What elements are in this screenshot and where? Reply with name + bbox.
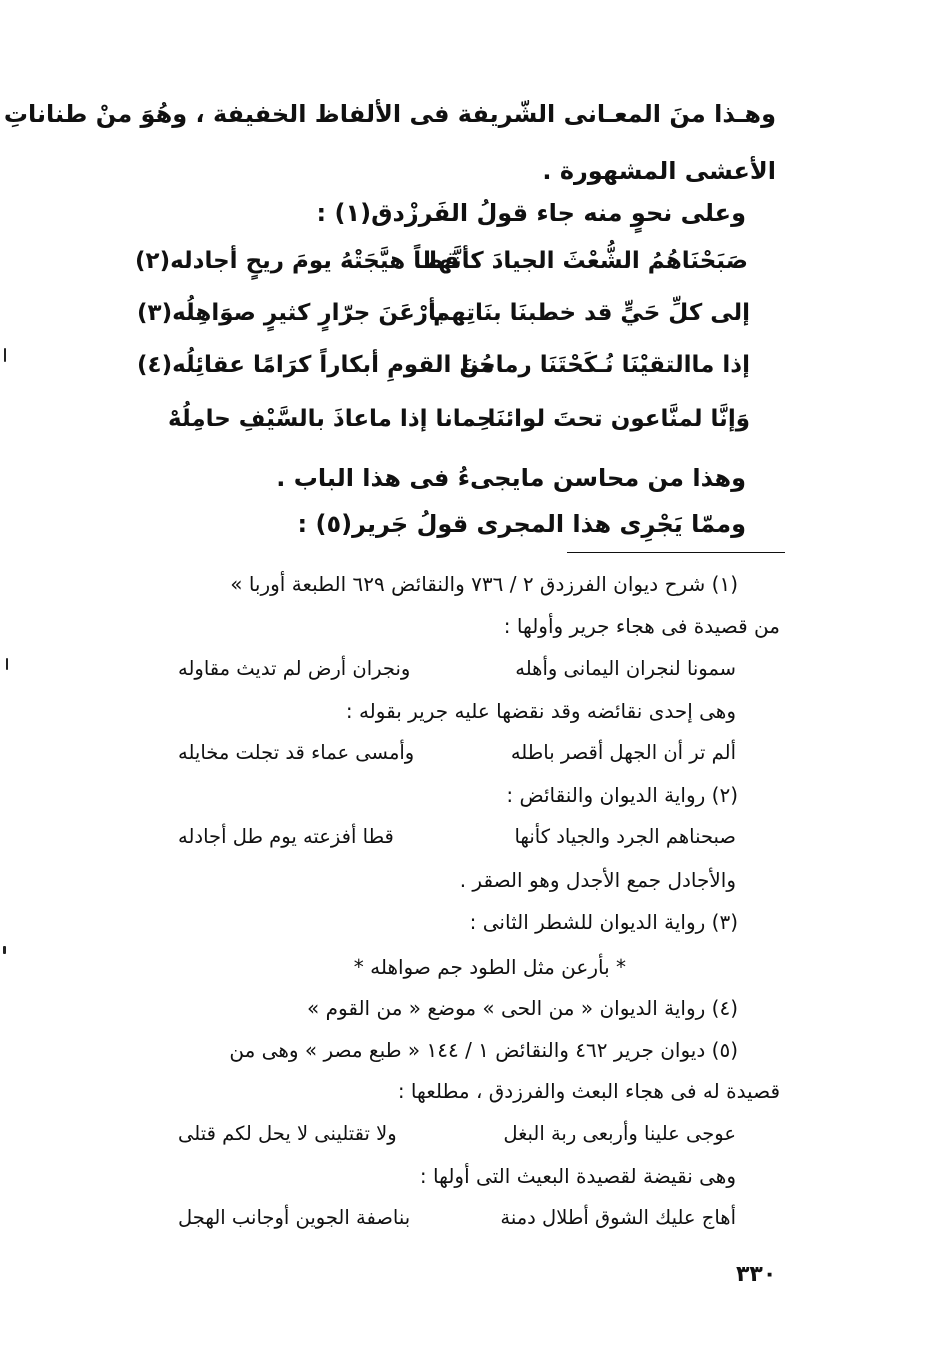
verse-hemistich-right: عوجى علينا وأربعى ربة البغل	[503, 1122, 736, 1145]
verse-hemistich-right: سمونا لنجران اليمانى وأهله	[515, 657, 736, 680]
footnote-line: (٢) رواية الديوان والنقائض :	[506, 783, 738, 807]
verse-hemistich-left: قطاً هيَّجَتْهُ يومَ ريحٍ أجادله(٢)	[135, 248, 460, 274]
footnote-line: (٥) ديوان جرير ٤٦٢ والنقائض ١ / ١٤٤ « طبع مصر » وهى من	[229, 1038, 738, 1062]
footnote-line: من قصيدة فى هجاء جرير وأولها :	[503, 614, 780, 638]
footnote-line: * بأرعن مثل الطود جم صواهله *	[353, 955, 626, 979]
verse-intro: وممّا يَجْرِى هذا المجرى قولُ جَرير(٥) :	[297, 510, 746, 538]
verse-hemistich-left: ولا تقتلينى لا يحل لكم قتلى	[178, 1122, 397, 1145]
scan-mark	[4, 348, 6, 362]
verse-hemistich-right: صبحناهم الجرد والجياد كأنها	[514, 825, 736, 848]
verse-hemistich-right: صَبَحْنَاهُمُ الشُّعْثَ الجيادَ كأنَّها	[429, 248, 748, 274]
footnote-line: وهى إحدى نقائضه وقد نقضها عليه جرير بقوله :	[345, 699, 736, 723]
footnote-line: قصيدة له فى هجاء البعث والفرزدق ، مطلعها :	[397, 1079, 780, 1103]
verse-hemistich-right: ألم تر أن الجهل أقصر باطله	[510, 741, 736, 764]
scan-mark	[3, 946, 6, 954]
verse-hemistich-right: إلى كلِّ حَيٍّ قد خطبنَا بنَاتِهم	[433, 300, 750, 326]
verse-hemistich-left: ونجران أرض لم تديث مقاوله	[178, 657, 411, 680]
verse-hemistich-right: وَإنَّا لمنَّاعون تحتَ لوائنَا	[487, 406, 750, 432]
verse-hemistich-left: قطا أفزعته يوم طل أجادله	[178, 825, 394, 848]
verse-hemistich-right: أهاج عليك الشوق أطلال دمنة	[500, 1206, 736, 1229]
verse-hemistich-left: منَ القومِ أبكاراً كرَامًا عقائِلُه(٤)	[137, 352, 495, 378]
verse-hemistich-left: وأمسى عماء قد تجلت مخايله	[178, 741, 415, 764]
verse-hemistich-left: بأرْعَنَ جرّارٍ كثيرٍ صوَاهِلُه(٣)	[137, 300, 446, 326]
scan-mark	[6, 658, 8, 670]
footnote-line: (٣) رواية الديوان للشطر الثانى :	[469, 910, 738, 934]
verse-hemistich-right: إذا ماالتقيْنَا نُـكَحْتَنَا رماحُنا	[461, 352, 750, 378]
footnote-line: (١) شرح ديوان الفرزدق ٢ / ٧٣٦ والنقائض ٦٢٩ الطبعة أوربا »	[230, 572, 738, 596]
footnote-line: (٤) رواية الديوان « من الحى » موضع « من القوم »	[307, 996, 738, 1020]
footnote-line: والأجادل جمع الأجدل وهو الصقر .	[459, 868, 736, 892]
page-number: ٣٣٠	[736, 1262, 777, 1287]
paragraph-line: وهـذا منَ المعـانى الشّريفة فى الألفاظ الخفيفة ، وهُوَ منْ طناناتِ	[3, 100, 776, 128]
verse-intro: وعلى نحوٍ منه جاء قولُ الفَرزْدق(١) :	[316, 199, 746, 227]
paragraph-line: الأعشى المشهورة .	[542, 157, 776, 185]
verse-hemistich-left: بناصفة الجوين أوجانب الهجل	[178, 1206, 411, 1229]
paragraph-line: وهذا من محاسن مايجىءُ فى هذا الباب .	[276, 464, 746, 492]
footnote-line: وهى نقيضة لقصيدة البعيث التى أولها :	[419, 1164, 736, 1188]
footnote-separator	[567, 552, 785, 553]
verse-hemistich-left: حِمانا إذا ماعاذَ بالسَّيْفِ حامِلُهْ	[168, 406, 494, 432]
